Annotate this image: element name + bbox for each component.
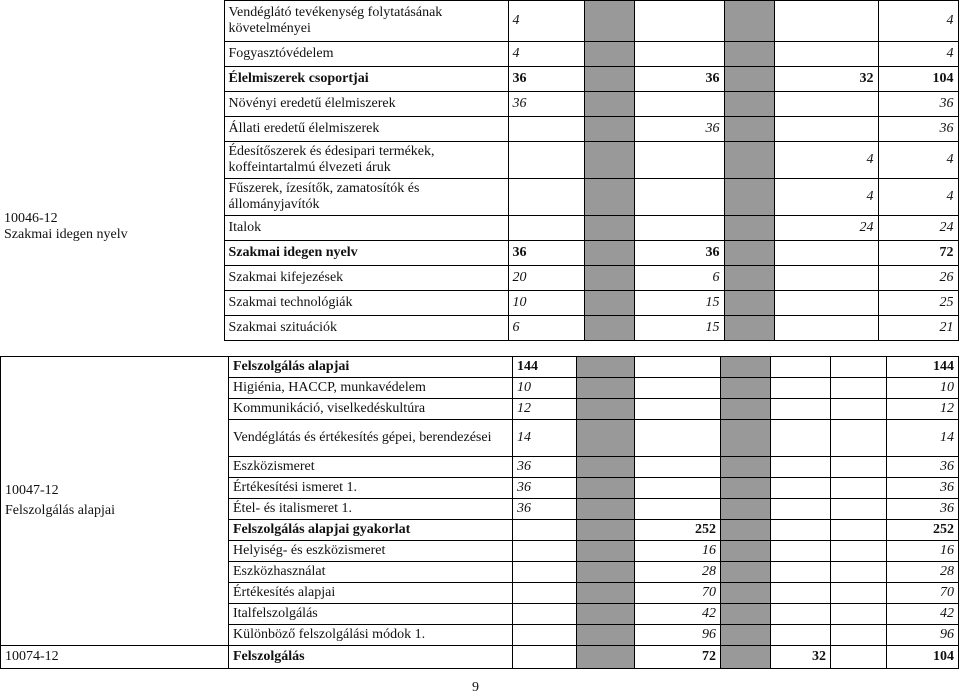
total-cell: 36 (887, 457, 959, 478)
value-cell (774, 92, 878, 117)
shaded-cell (577, 520, 635, 541)
shaded-cell (577, 478, 635, 499)
total-cell: 14 (887, 420, 959, 457)
value-cell: 36 (513, 478, 577, 499)
value-cell: 36 (634, 117, 724, 142)
value-cell: 36 (508, 241, 584, 266)
shaded-cell (721, 499, 771, 520)
shaded-cell (721, 604, 771, 625)
value-cell: 36 (508, 67, 584, 92)
value-cell: 20 (508, 266, 584, 291)
row-label: Vendéglátás és értékesítés gépei, berendezései (229, 420, 513, 457)
shaded-cell (721, 378, 771, 399)
shaded-cell (724, 67, 774, 92)
module-name: Felszolgálás alapjai (5, 503, 116, 518)
value-cell (513, 541, 577, 562)
value-cell (634, 179, 724, 216)
total-cell: 4 (878, 1, 958, 42)
value-cell (635, 378, 721, 399)
value-cell: 16 (635, 541, 721, 562)
shaded-cell (584, 291, 634, 316)
shaded-cell (721, 520, 771, 541)
shaded-cell (584, 67, 634, 92)
total-cell: 26 (878, 266, 958, 291)
value-cell (771, 499, 831, 520)
value-cell (508, 117, 584, 142)
value-cell (771, 420, 831, 457)
total-cell: 36 (887, 499, 959, 520)
total-cell: 144 (887, 357, 959, 378)
shaded-cell (724, 316, 774, 341)
value-cell (634, 142, 724, 179)
shaded-cell (584, 216, 634, 241)
value-cell (635, 357, 721, 378)
shaded-cell (584, 179, 634, 216)
module-code: 10074-12 (1, 646, 229, 669)
value-cell (774, 291, 878, 316)
shaded-cell (584, 1, 634, 42)
value-cell: 36 (508, 92, 584, 117)
value-cell (774, 241, 878, 266)
row-label: Szakmai kifejezések (224, 266, 508, 291)
value-cell: 252 (635, 520, 721, 541)
value-cell (771, 562, 831, 583)
value-cell (831, 583, 887, 604)
value-cell (771, 520, 831, 541)
value-cell (774, 42, 878, 67)
shaded-cell (584, 42, 634, 67)
total-cell: 96 (887, 625, 959, 646)
shaded-cell (724, 179, 774, 216)
total-cell: 28 (887, 562, 959, 583)
shaded-cell (577, 357, 635, 378)
value-cell: 14 (513, 420, 577, 457)
shaded-cell (724, 142, 774, 179)
shaded-cell (721, 457, 771, 478)
shaded-cell (721, 583, 771, 604)
shaded-cell (584, 142, 634, 179)
row-label: Szakmai idegen nyelv (224, 241, 508, 266)
value-cell (635, 399, 721, 420)
value-cell (513, 625, 577, 646)
table-row (1, 357, 959, 378)
value-cell: 144 (513, 357, 577, 378)
total-cell: 36 (887, 478, 959, 499)
module-cell (1, 357, 229, 646)
value-cell (771, 625, 831, 646)
value-cell (831, 478, 887, 499)
value-cell: 42 (635, 604, 721, 625)
shaded-cell (577, 399, 635, 420)
shaded-cell (724, 216, 774, 241)
value-cell (771, 583, 831, 604)
module-cell (0, 1, 224, 341)
value-cell (634, 216, 724, 241)
row-label: Édesítőszerek és édesipari termékek, koffeintartalmú élvezeti áruk (224, 142, 508, 179)
total-cell: 104 (887, 646, 959, 669)
value-cell (634, 1, 724, 42)
shaded-cell (721, 541, 771, 562)
total-cell: 4 (878, 42, 958, 67)
value-cell: 28 (635, 562, 721, 583)
shaded-cell (724, 42, 774, 67)
row-label: Fűszerek, ízesítők, zamatosítók és állományjavítók (224, 179, 508, 216)
value-cell (771, 478, 831, 499)
value-cell: 96 (635, 625, 721, 646)
shaded-cell (721, 478, 771, 499)
row-label: Különböző felszolgálási módok 1. (229, 625, 513, 646)
shaded-cell (724, 92, 774, 117)
shaded-cell (577, 583, 635, 604)
module-name: Szakmai idegen nyelv (4, 226, 128, 242)
row-label: Étel- és italismeret 1. (229, 499, 513, 520)
value-cell (771, 399, 831, 420)
shaded-cell (584, 316, 634, 341)
value-cell (508, 216, 584, 241)
value-cell (774, 316, 878, 341)
shaded-cell (724, 291, 774, 316)
module-code: 10046-12 (4, 210, 58, 226)
row-label: Fogyasztóvédelem (224, 42, 508, 67)
total-cell: 10 (887, 378, 959, 399)
value-cell (635, 420, 721, 457)
value-cell (831, 499, 887, 520)
value-cell (771, 604, 831, 625)
value-cell (774, 117, 878, 142)
shaded-cell (721, 357, 771, 378)
value-cell: 36 (513, 499, 577, 520)
shaded-cell (721, 562, 771, 583)
total-cell: 12 (887, 399, 959, 420)
value-cell: 32 (774, 67, 878, 92)
total-cell: 4 (878, 142, 958, 179)
total-cell: 104 (878, 67, 958, 92)
row-label: Kommunikáció, viselkedéskultúra (229, 399, 513, 420)
value-cell (774, 266, 878, 291)
value-cell: 4 (508, 42, 584, 67)
shaded-cell (577, 604, 635, 625)
value-cell: 36 (634, 67, 724, 92)
value-cell: 72 (635, 646, 721, 669)
shaded-cell (577, 646, 635, 669)
value-cell (831, 457, 887, 478)
total-cell: 21 (878, 316, 958, 341)
total-cell: 4 (878, 179, 958, 216)
row-label: Élelmiszerek csoportjai (224, 67, 508, 92)
value-cell (831, 520, 887, 541)
shaded-cell (724, 241, 774, 266)
total-cell: 36 (878, 117, 958, 142)
row-label: Eszközismeret (229, 457, 513, 478)
value-cell: 15 (634, 291, 724, 316)
value-cell: 32 (771, 646, 831, 669)
value-cell (634, 92, 724, 117)
shaded-cell (584, 266, 634, 291)
row-label: Értékesítési ismeret 1. (229, 478, 513, 499)
row-label: Értékesítés alapjai (229, 583, 513, 604)
value-cell (513, 646, 577, 669)
row-label: Felszolgálás (229, 646, 513, 669)
row-label: Italfelszolgálás (229, 604, 513, 625)
curriculum-table-1 (0, 0, 959, 341)
value-cell (831, 604, 887, 625)
value-cell (508, 142, 584, 179)
value-cell (771, 457, 831, 478)
value-cell: 4 (508, 1, 584, 42)
value-cell: 6 (508, 316, 584, 341)
value-cell (831, 399, 887, 420)
value-cell: 4 (774, 142, 878, 179)
shaded-cell (577, 457, 635, 478)
value-cell: 10 (513, 378, 577, 399)
shaded-cell (577, 420, 635, 457)
row-label: Szakmai szituációk (224, 316, 508, 341)
value-cell (831, 420, 887, 457)
page-number: 9 (472, 680, 479, 695)
value-cell: 15 (634, 316, 724, 341)
value-cell (513, 520, 577, 541)
row-label: Helyiség- és eszközismeret (229, 541, 513, 562)
row-label: Felszolgálás alapjai gyakorlat (229, 520, 513, 541)
value-cell: 4 (774, 179, 878, 216)
value-cell (831, 541, 887, 562)
value-cell (771, 357, 831, 378)
shaded-cell (577, 562, 635, 583)
curriculum-table-2 (0, 356, 959, 669)
value-cell (831, 625, 887, 646)
value-cell (831, 357, 887, 378)
total-cell: 36 (878, 92, 958, 117)
shaded-cell (584, 241, 634, 266)
total-cell: 16 (887, 541, 959, 562)
value-cell: 70 (635, 583, 721, 604)
row-label: Szakmai technológiák (224, 291, 508, 316)
total-cell: 42 (887, 604, 959, 625)
shaded-cell (577, 499, 635, 520)
value-cell (513, 583, 577, 604)
shaded-cell (577, 625, 635, 646)
value-cell: 12 (513, 399, 577, 420)
value-cell (513, 604, 577, 625)
value-cell (831, 378, 887, 399)
row-label: Állati eredetű élelmiszerek (224, 117, 508, 142)
value-cell (771, 541, 831, 562)
total-cell: 25 (878, 291, 958, 316)
total-cell: 72 (878, 241, 958, 266)
value-cell (634, 42, 724, 67)
total-cell: 24 (878, 216, 958, 241)
module-code: 10047-12 (5, 483, 59, 498)
value-cell: 36 (634, 241, 724, 266)
shaded-cell (724, 117, 774, 142)
value-cell (635, 499, 721, 520)
shaded-cell (721, 646, 771, 669)
total-cell: 70 (887, 583, 959, 604)
value-cell: 6 (634, 266, 724, 291)
shaded-cell (721, 625, 771, 646)
table-row (1, 646, 959, 669)
shaded-cell (724, 1, 774, 42)
value-cell: 36 (513, 457, 577, 478)
value-cell (771, 378, 831, 399)
value-cell: 10 (508, 291, 584, 316)
row-label: Vendéglátó tevékenység folytatásának követelményei (224, 1, 508, 42)
shaded-cell (577, 378, 635, 399)
row-label: Felszolgálás alapjai (229, 357, 513, 378)
row-label: Italok (224, 216, 508, 241)
value-cell: 24 (774, 216, 878, 241)
value-cell (513, 562, 577, 583)
shaded-cell (584, 117, 634, 142)
table-row (0, 1, 958, 42)
row-label: Higiénia, HACCP, munkavédelem (229, 378, 513, 399)
value-cell (831, 562, 887, 583)
value-cell (831, 646, 887, 669)
shaded-cell (721, 420, 771, 457)
shaded-cell (584, 92, 634, 117)
value-cell (635, 478, 721, 499)
row-label: Eszközhasználat (229, 562, 513, 583)
value-cell (774, 1, 878, 42)
value-cell (508, 179, 584, 216)
shaded-cell (724, 266, 774, 291)
row-label: Növényi eredetű élelmiszerek (224, 92, 508, 117)
shaded-cell (577, 541, 635, 562)
value-cell (635, 457, 721, 478)
shaded-cell (721, 399, 771, 420)
total-cell: 252 (887, 520, 959, 541)
